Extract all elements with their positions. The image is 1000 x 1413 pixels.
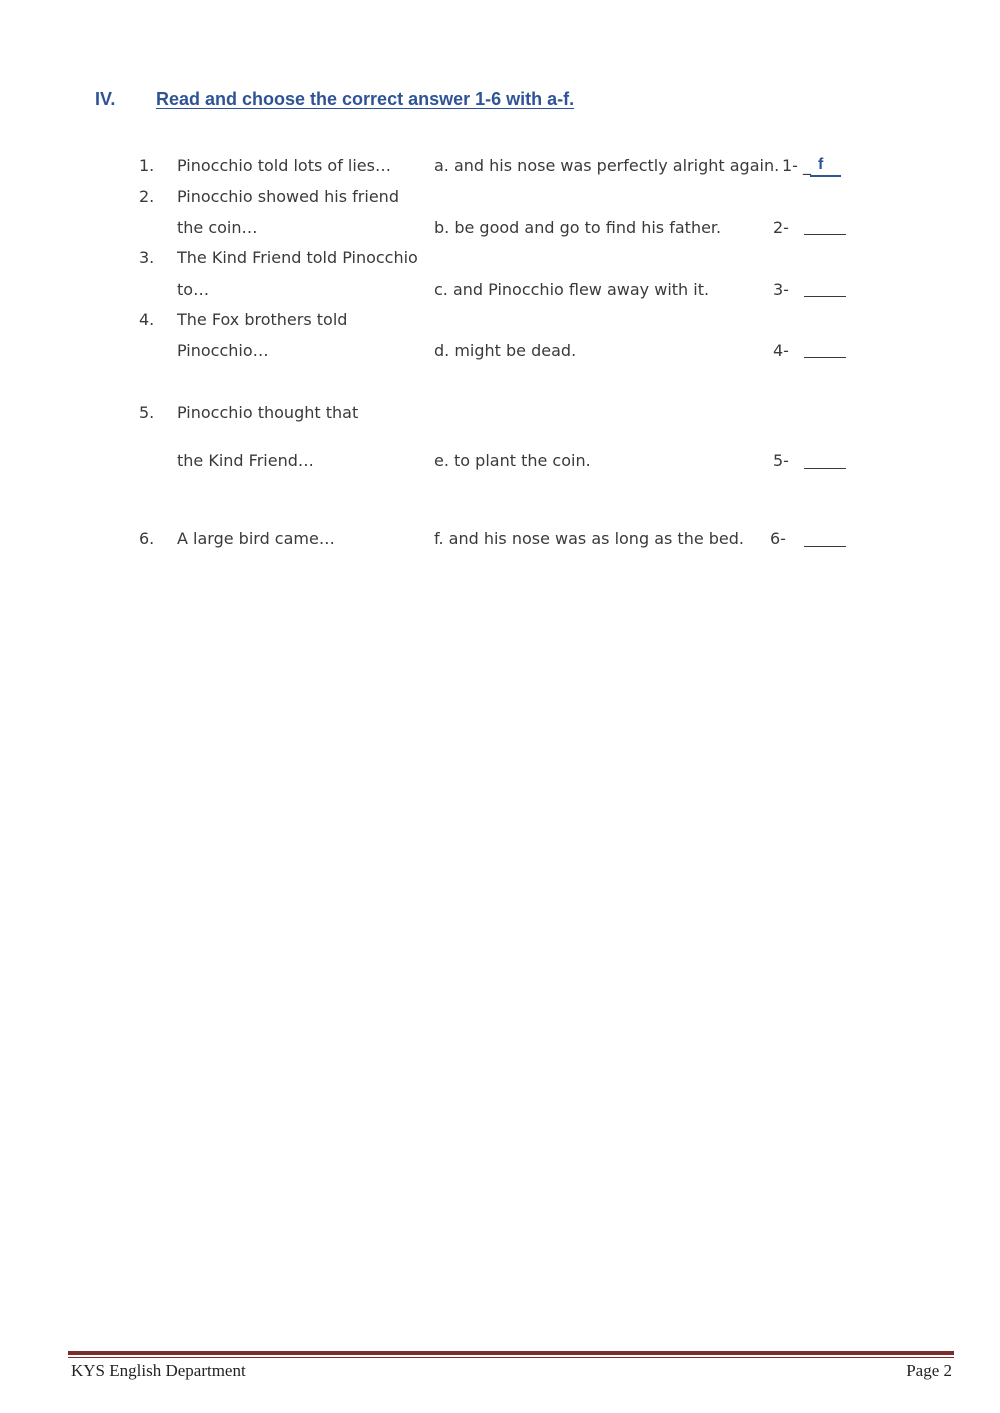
answer-1-underline bbox=[810, 175, 841, 177]
answer-5-blank[interactable] bbox=[804, 468, 846, 469]
answer-2-label: 2- bbox=[773, 218, 789, 237]
answer-1-label: 1- _ bbox=[782, 156, 812, 175]
answer-1-value[interactable]: f bbox=[818, 156, 824, 173]
answer-4-blank[interactable] bbox=[804, 357, 846, 358]
item-3-prompt-line-2: to… bbox=[177, 280, 210, 299]
choice-d: d. might be dead. bbox=[434, 341, 577, 360]
section-title: Read and choose the correct answer 1-6 with a-f. bbox=[156, 89, 575, 109]
item-6-number: 6. bbox=[139, 529, 155, 548]
footer-rule-thin bbox=[68, 1357, 954, 1358]
item-3-prompt-line-1: The Kind Friend told Pinocchio bbox=[177, 248, 418, 267]
item-2-prompt-line-2: the coin… bbox=[177, 218, 258, 237]
item-2-number: 2. bbox=[139, 187, 155, 206]
item-1-prompt: Pinocchio told lots of lies… bbox=[177, 156, 391, 175]
item-6-prompt: A large bird came… bbox=[177, 529, 335, 548]
item-5-prompt-line-1: Pinocchio thought that bbox=[177, 403, 359, 422]
item-3-number: 3. bbox=[139, 248, 155, 267]
item-4-prompt-line-2: Pinocchio… bbox=[177, 341, 269, 360]
item-4-prompt-line-1: The Fox brothers told bbox=[177, 310, 348, 329]
section-heading bbox=[95, 89, 574, 110]
choice-b: b. be good and go to find his father. bbox=[434, 218, 722, 237]
answer-4-label: 4- bbox=[773, 341, 789, 360]
answer-3-label: 3- bbox=[773, 280, 789, 299]
answer-5-label: 5- bbox=[773, 451, 789, 470]
item-1-number: 1. bbox=[139, 156, 155, 175]
choice-a: a. and his nose was perfectly alright again. bbox=[434, 156, 780, 175]
item-2-prompt-line-1: Pinocchio showed his friend bbox=[177, 187, 399, 206]
answer-6-blank[interactable] bbox=[804, 546, 846, 547]
footer-rule-thick bbox=[68, 1351, 954, 1355]
answer-3-blank[interactable] bbox=[804, 296, 846, 297]
item-5-prompt-line-2: the Kind Friend… bbox=[177, 451, 314, 470]
choice-e: e. to plant the coin. bbox=[434, 451, 591, 470]
item-5-number: 5. bbox=[139, 403, 155, 422]
footer-department: KYS English Department bbox=[71, 1361, 246, 1380]
answer-2-blank[interactable] bbox=[804, 234, 846, 235]
footer-page-number: Page 2 bbox=[906, 1361, 952, 1380]
answer-6-label: 6- bbox=[770, 529, 786, 548]
choice-f: f. and his nose was as long as the bed. bbox=[434, 529, 744, 548]
section-number: IV. bbox=[95, 89, 116, 109]
item-4-number: 4. bbox=[139, 310, 155, 329]
choice-c: c. and Pinocchio flew away with it. bbox=[434, 280, 710, 299]
